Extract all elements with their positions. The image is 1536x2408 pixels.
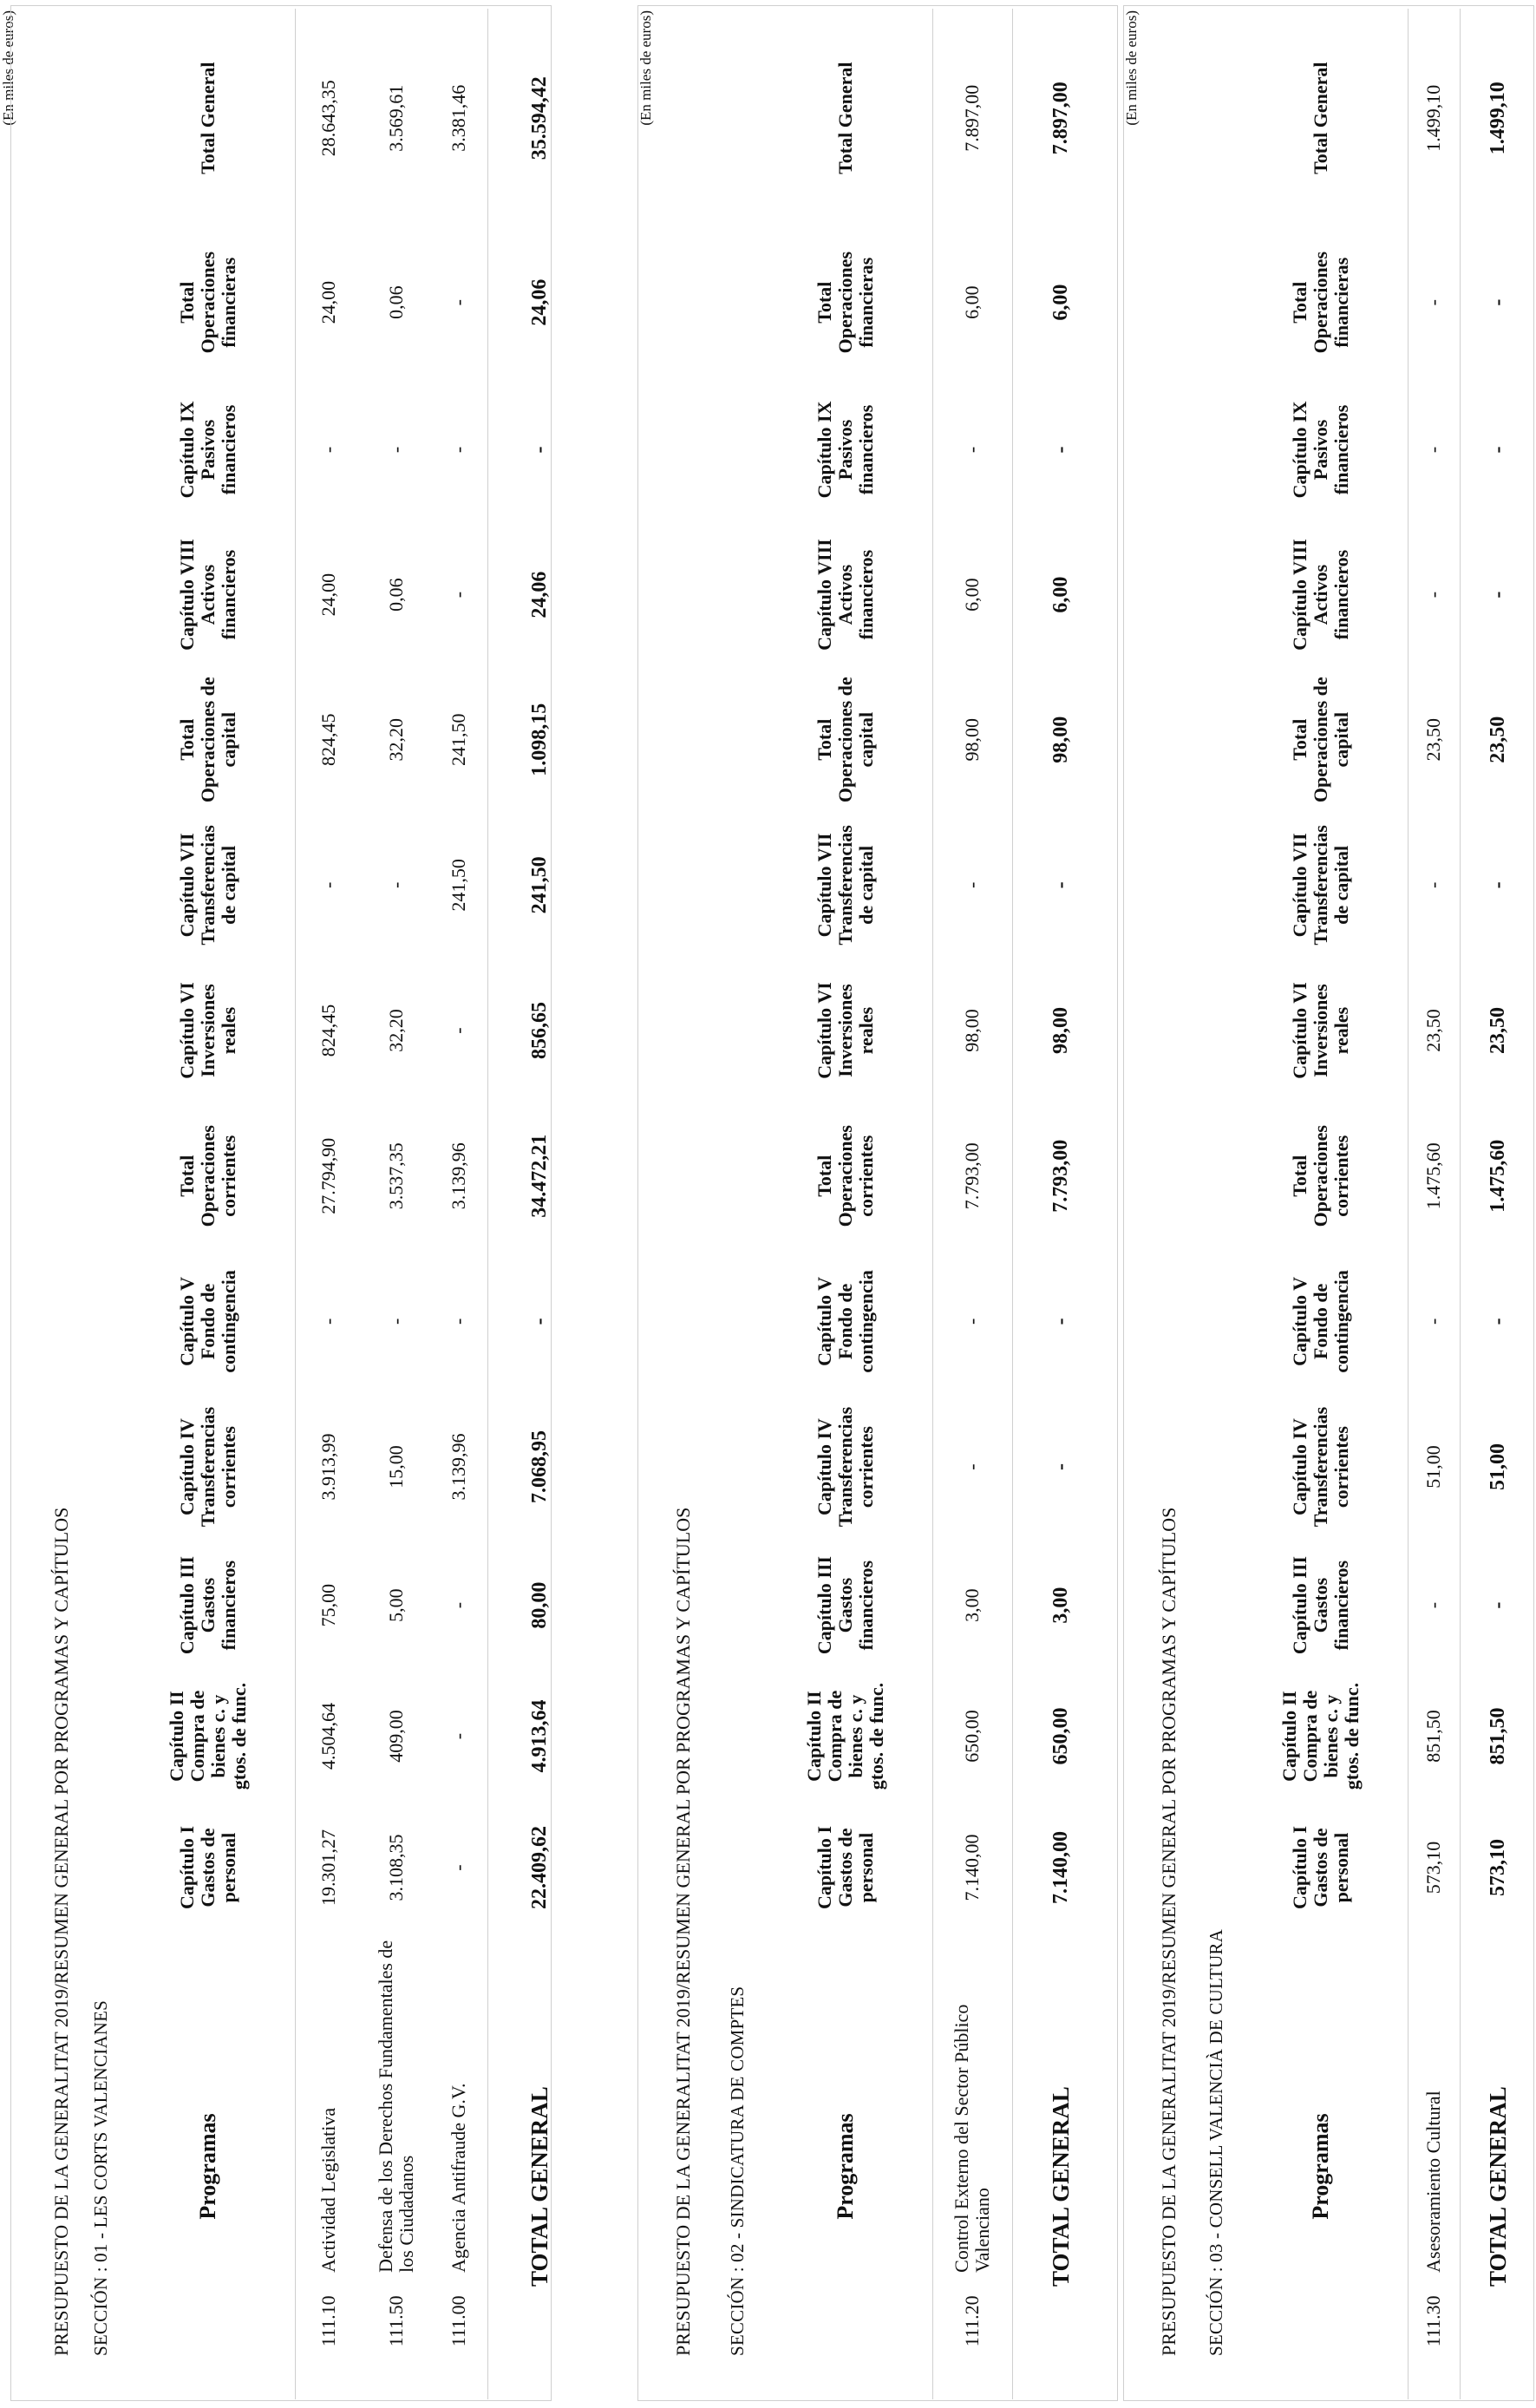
cell-cap-iv: - bbox=[961, 1463, 983, 1470]
total-cap-iv: 7.068,95 bbox=[527, 1430, 551, 1504]
total-cap-vi: 23,50 bbox=[1486, 1007, 1509, 1055]
total-cap-v: - bbox=[1049, 1318, 1072, 1325]
cell-cap-v: - bbox=[961, 1318, 983, 1325]
header-cap-viii: Capítulo VIII Activos financieros bbox=[1288, 539, 1352, 651]
program-code: 111.20 bbox=[961, 2295, 983, 2347]
units-label: (En miles de euros) bbox=[1123, 10, 1140, 126]
cell-total-general: 28.643,35 bbox=[317, 80, 340, 157]
cell-cap-iii: - bbox=[447, 1601, 469, 1609]
cell-cap-v: - bbox=[385, 1318, 407, 1325]
header-total-corrientes: Total Operaciones corrientes bbox=[1288, 1125, 1352, 1227]
page-title: PRESUPUESTO DE LA GENERALITAT 2019/RESUMEN GENERAL POR PROGRAMAS Y CAPÍTULOS bbox=[50, 1507, 72, 2356]
total-corrientes: 1.475,60 bbox=[1486, 1139, 1509, 1213]
cell-cap-iv: 51,00 bbox=[1422, 1445, 1444, 1489]
cell-total-general: 1.499,10 bbox=[1422, 84, 1444, 152]
header-cap-ii: Capítulo II Compra de bienes c. y gtos. de func. bbox=[165, 1682, 250, 1790]
total-cap-ix: - bbox=[1486, 446, 1509, 454]
cell-cap-iii: 3,00 bbox=[961, 1588, 983, 1622]
total-financieras: 6,00 bbox=[1049, 284, 1072, 321]
total-general: 7.897,00 bbox=[1049, 82, 1072, 155]
total-cap-v: - bbox=[527, 1318, 551, 1325]
header-cap-ii: Capítulo II Compra de bienes c. y gtos. de func. bbox=[802, 1682, 887, 1790]
total-row bbox=[1012, 9, 1109, 2399]
cell-cap-ix: - bbox=[317, 446, 340, 454]
cell-total-capital: 23,50 bbox=[1422, 717, 1444, 762]
header-cap-ix: Capítulo IX Pasivos financieros bbox=[813, 401, 877, 499]
cell-cap-ii: 851,50 bbox=[1422, 1710, 1444, 1763]
cell-total-corrientes: 1.475,60 bbox=[1422, 1142, 1444, 1210]
cell-total-financieras: 0,06 bbox=[385, 285, 407, 319]
cell-cap-iii: 75,00 bbox=[317, 1583, 340, 1627]
budget-page-section-02 bbox=[637, 0, 1119, 2408]
budget-page-section-01 bbox=[0, 0, 555, 2408]
header-cap-iii: Capítulo III Gastos financieros bbox=[175, 1556, 239, 1655]
total-label: TOTAL GENERAL bbox=[1047, 2086, 1074, 2287]
header-total-capital: Total Operaciones de capital bbox=[1288, 677, 1352, 803]
cell-cap-iii: - bbox=[1422, 1601, 1444, 1609]
total-financieras: - bbox=[1486, 298, 1509, 306]
cell-total-capital: 98,00 bbox=[961, 717, 983, 762]
cell-cap-viii: - bbox=[447, 591, 469, 599]
cell-cap-i: 573,10 bbox=[1422, 1841, 1444, 1894]
cell-cap-vi: 824,45 bbox=[317, 1004, 340, 1057]
header-cap-vii: Capítulo VII Transferencias de capital bbox=[813, 825, 877, 946]
table-row bbox=[1408, 9, 1460, 2399]
cell-cap-vi: 98,00 bbox=[961, 1009, 983, 1052]
total-cap-viii: 6,00 bbox=[1049, 576, 1072, 613]
cell-cap-i: 3.108,35 bbox=[385, 1834, 407, 1901]
cell-total-capital: 241,50 bbox=[447, 713, 469, 766]
header-cap-ii: Capítulo II Compra de bienes c. y gtos. de func. bbox=[1278, 1682, 1363, 1790]
header-cap-i: Capítulo I Gastos de personal bbox=[175, 1826, 239, 1910]
table-row bbox=[430, 9, 487, 2399]
program-code: 111.30 bbox=[1422, 2295, 1444, 2347]
cell-total-corrientes: 3.139,96 bbox=[447, 1142, 469, 1210]
budget-table bbox=[121, 9, 592, 2399]
header-total-financieras: Total Operaciones financieras bbox=[813, 251, 877, 354]
cell-total-general: 7.897,00 bbox=[961, 84, 983, 152]
total-capital: 23,50 bbox=[1486, 716, 1509, 763]
program-name: Defensa de los Derechos Fundamentales de los Ciudadanos bbox=[375, 1940, 417, 2273]
header-programas: Programas bbox=[194, 2113, 220, 2220]
header-cap-vii: Capítulo VII Transferencias de capital bbox=[1288, 825, 1352, 946]
cell-cap-v: - bbox=[317, 1318, 340, 1325]
header-cap-ix: Capítulo IX Pasivos financieros bbox=[1288, 401, 1352, 499]
units-label: (En miles de euros) bbox=[637, 10, 654, 126]
cell-cap-vi: 23,50 bbox=[1422, 1009, 1444, 1052]
header-cap-vii: Capítulo VII Transferencias de capital bbox=[175, 825, 239, 946]
total-cap-iii: 3,00 bbox=[1049, 1587, 1072, 1624]
page-title: PRESUPUESTO DE LA GENERALITAT 2019/RESUMEN GENERAL POR PROGRAMAS Y CAPÍTULOS bbox=[672, 1507, 694, 2356]
table-row bbox=[363, 9, 430, 2399]
total-cap-vii: - bbox=[1486, 881, 1509, 889]
cell-total-financieras: - bbox=[1422, 298, 1444, 306]
section-heading: SECCIÓN : 02 - SINDICATURA DE COMPTES bbox=[727, 1986, 748, 2356]
header-cap-i: Capítulo I Gastos de personal bbox=[1288, 1826, 1352, 1910]
header-cap-vi: Capítulo VI Inversiones reales bbox=[175, 982, 239, 1079]
header-cap-iv: Capítulo IV Transferencias corrientes bbox=[175, 1406, 239, 1528]
total-label: TOTAL GENERAL bbox=[526, 2086, 552, 2287]
program-code: 111.00 bbox=[447, 2295, 469, 2347]
header-cap-iii: Capítulo III Gastos financieros bbox=[813, 1556, 877, 1655]
cell-total-corrientes: 3.537,35 bbox=[385, 1142, 407, 1210]
cell-cap-ix: - bbox=[385, 446, 407, 454]
total-cap-iv: 51,00 bbox=[1486, 1443, 1509, 1491]
cell-total-financieras: 24,00 bbox=[317, 280, 340, 324]
total-cap-viii: - bbox=[1486, 591, 1509, 599]
cell-cap-vi: - bbox=[447, 1027, 469, 1034]
cell-total-general: 3.381,46 bbox=[447, 84, 469, 152]
cell-cap-ix: - bbox=[447, 446, 469, 454]
header-cap-i: Capítulo I Gastos de personal bbox=[813, 1826, 877, 1910]
cell-cap-i: - bbox=[447, 1864, 469, 1871]
total-cap-iv: - bbox=[1049, 1463, 1072, 1471]
header-cap-iv: Capítulo IV Transferencias corrientes bbox=[813, 1406, 877, 1528]
cell-cap-iii: 5,00 bbox=[385, 1588, 407, 1622]
cell-cap-viii: 6,00 bbox=[961, 578, 983, 612]
program-name: Asesoramiento Cultural bbox=[1422, 2091, 1444, 2273]
section-heading: SECCIÓN : 03 - CONSELL VALENCIÀ DE CULTURA bbox=[1206, 1928, 1226, 2356]
cell-cap-ii: 4.504,64 bbox=[317, 1703, 340, 1770]
cell-cap-iv: 15,00 bbox=[385, 1445, 407, 1489]
cell-cap-vii: - bbox=[1422, 881, 1444, 889]
cell-cap-ix: - bbox=[961, 446, 983, 454]
total-cap-vi: 98,00 bbox=[1049, 1007, 1072, 1055]
total-cap-i: 573,10 bbox=[1486, 1839, 1509, 1897]
total-cap-ii: 851,50 bbox=[1486, 1707, 1509, 1765]
header-total-general: Total General bbox=[1309, 62, 1331, 174]
cell-total-corrientes: 7.793,00 bbox=[961, 1142, 983, 1210]
cell-cap-ii: 650,00 bbox=[961, 1710, 983, 1763]
header-total-corrientes: Total Operaciones corrientes bbox=[813, 1125, 877, 1227]
budget-page-section-03 bbox=[1123, 0, 1536, 2408]
cell-cap-viii: 0,06 bbox=[385, 578, 407, 612]
total-capital: 98,00 bbox=[1049, 716, 1072, 763]
cell-total-capital: 824,45 bbox=[317, 713, 340, 766]
total-cap-ii: 4.913,64 bbox=[527, 1699, 551, 1773]
header-cap-iv: Capítulo IV Transferencias corrientes bbox=[1288, 1406, 1352, 1528]
total-general: 35.594,42 bbox=[527, 76, 551, 160]
cell-cap-i: 7.140,00 bbox=[961, 1834, 983, 1901]
header-cap-viii: Capítulo VIII Activos financieros bbox=[813, 539, 877, 651]
cell-total-financieras: - bbox=[447, 298, 469, 306]
cell-cap-iv: 3.139,96 bbox=[447, 1433, 469, 1501]
header-cap-ix: Capítulo IX Pasivos financieros bbox=[175, 401, 239, 499]
total-cap-ix: - bbox=[527, 446, 551, 454]
total-row bbox=[487, 9, 592, 2399]
table-row bbox=[932, 9, 1012, 2399]
budget-table bbox=[759, 9, 1109, 2399]
header-cap-v: Capítulo V Fondo de contingencia bbox=[175, 1270, 239, 1373]
cell-total-capital: 32,20 bbox=[385, 717, 407, 762]
header-total-general: Total General bbox=[833, 62, 856, 174]
cell-cap-v: - bbox=[447, 1318, 469, 1325]
cell-total-financieras: 6,00 bbox=[961, 285, 983, 319]
cell-cap-vii: - bbox=[385, 881, 407, 889]
cell-cap-i: 19.301,27 bbox=[317, 1829, 340, 1907]
header-cap-vi: Capítulo VI Inversiones reales bbox=[1288, 982, 1352, 1079]
cell-cap-viii: 24,00 bbox=[317, 573, 340, 617]
header-cap-v: Capítulo V Fondo de contingencia bbox=[813, 1270, 877, 1373]
cell-cap-ix: - bbox=[1422, 446, 1444, 454]
total-label: TOTAL GENERAL bbox=[1484, 2086, 1511, 2287]
header-cap-viii: Capítulo VIII Activos financieros bbox=[175, 539, 239, 651]
total-cap-v: - bbox=[1486, 1318, 1509, 1325]
program-code: 111.50 bbox=[385, 2295, 407, 2347]
header-total-capital: Total Operaciones de capital bbox=[813, 677, 877, 803]
total-general: 1.499,10 bbox=[1486, 82, 1509, 155]
header-programas: Programas bbox=[1307, 2113, 1333, 2220]
units-label: (En miles de euros) bbox=[0, 10, 16, 126]
page-title: PRESUPUESTO DE LA GENERALITAT 2019/RESUMEN GENERAL POR PROGRAMAS Y CAPÍTULOS bbox=[1158, 1507, 1180, 2356]
total-cap-i: 22.409,62 bbox=[527, 1826, 551, 1910]
cell-cap-iv: 3.913,99 bbox=[317, 1433, 340, 1501]
header-cap-iii: Capítulo III Gastos financieros bbox=[1288, 1556, 1352, 1655]
header-total-financieras: Total Operaciones financieras bbox=[1288, 251, 1352, 354]
total-capital: 1.098,15 bbox=[527, 703, 551, 776]
total-cap-iii: - bbox=[1486, 1601, 1509, 1609]
total-cap-i: 7.140,00 bbox=[1049, 1831, 1072, 1905]
program-name: Control Externo del Sector Público Valenciano bbox=[951, 2004, 993, 2273]
program-code: 111.10 bbox=[317, 2295, 340, 2347]
total-cap-vi: 856,65 bbox=[527, 1002, 551, 1060]
program-name: Agencia Antifraude G.V. bbox=[447, 2083, 469, 2273]
total-cap-ix: - bbox=[1049, 446, 1072, 454]
header-total-capital: Total Operaciones de capital bbox=[175, 677, 239, 803]
cell-cap-ii: 409,00 bbox=[385, 1710, 407, 1763]
cell-total-corrientes: 27.794,90 bbox=[317, 1137, 340, 1214]
section-heading: SECCIÓN : 01 - LES CORTS VALENCIANES bbox=[90, 1999, 111, 2356]
cell-cap-viii: - bbox=[1422, 591, 1444, 599]
total-cap-ii: 650,00 bbox=[1049, 1707, 1072, 1765]
total-cap-vii: 241,50 bbox=[527, 856, 551, 914]
table-row bbox=[295, 9, 363, 2399]
header-cap-vi: Capítulo VI Inversiones reales bbox=[813, 982, 877, 1079]
total-row bbox=[1460, 9, 1536, 2399]
cell-cap-vii: - bbox=[961, 881, 983, 889]
cell-cap-ii: - bbox=[447, 1732, 469, 1740]
total-cap-vii: - bbox=[1049, 881, 1072, 889]
cell-cap-v: - bbox=[1422, 1318, 1444, 1325]
total-corrientes: 34.472,21 bbox=[527, 1134, 551, 1218]
total-corrientes: 7.793,00 bbox=[1049, 1139, 1072, 1213]
header-programas: Programas bbox=[832, 2113, 858, 2220]
cell-cap-vii: - bbox=[317, 881, 340, 889]
header-total-general: Total General bbox=[196, 62, 219, 174]
header-total-corrientes: Total Operaciones corrientes bbox=[175, 1125, 239, 1227]
total-cap-viii: 24,06 bbox=[527, 571, 551, 618]
cell-cap-vii: 241,50 bbox=[447, 859, 469, 912]
cell-total-general: 3.569,61 bbox=[385, 84, 407, 152]
program-name: Actividad Legislativa bbox=[317, 2107, 340, 2273]
header-total-financieras: Total Operaciones financieras bbox=[175, 251, 239, 354]
total-financieras: 24,06 bbox=[527, 278, 551, 326]
header-cap-v: Capítulo V Fondo de contingencia bbox=[1288, 1270, 1352, 1373]
cell-cap-vi: 32,20 bbox=[385, 1009, 407, 1052]
budget-table bbox=[1234, 9, 1536, 2399]
total-cap-iii: 80,00 bbox=[527, 1581, 551, 1629]
